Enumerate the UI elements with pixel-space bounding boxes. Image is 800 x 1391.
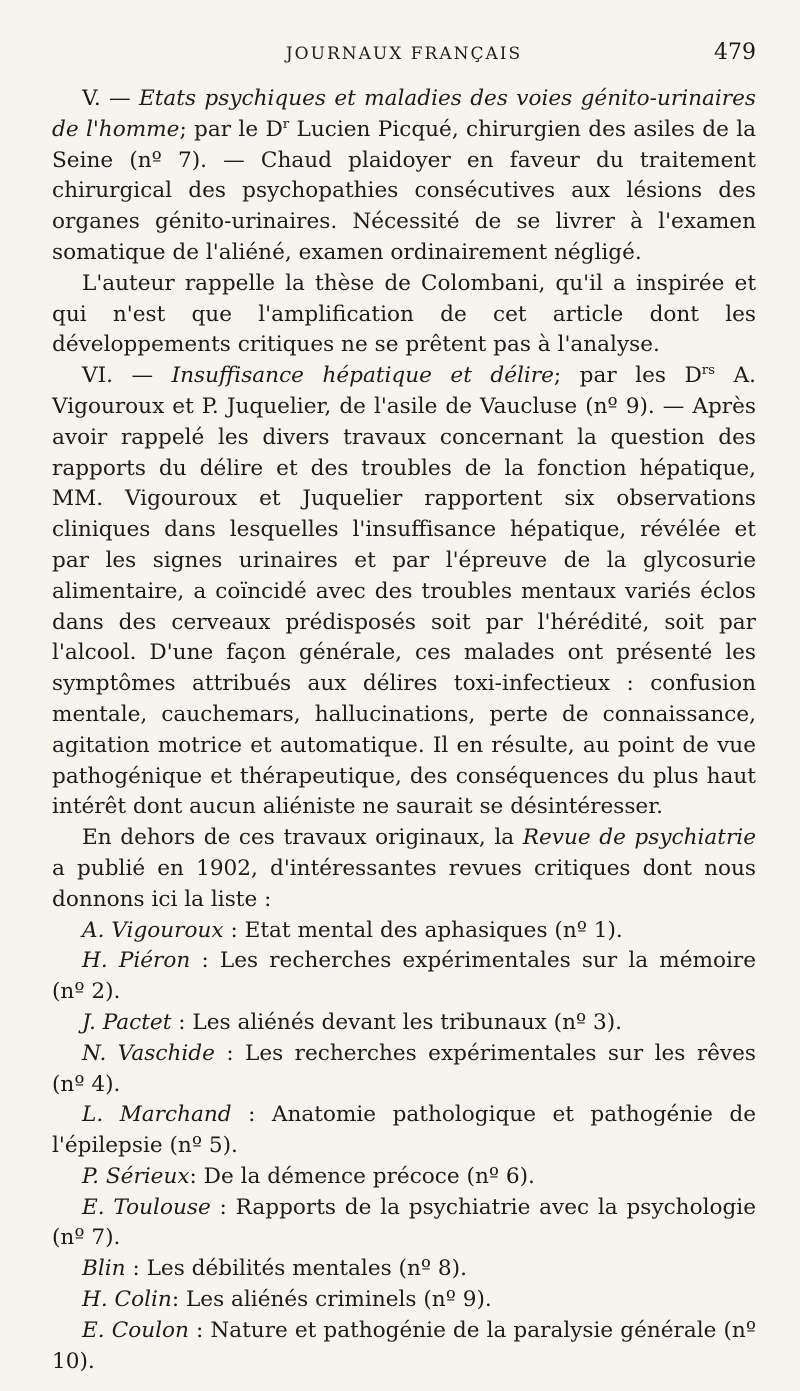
article-title: Etats psychiques et maladies des voies génito-urinaires de l'homme [52, 86, 756, 142]
review-item [52, 1285, 756, 1316]
section-numeral: V. — [82, 86, 139, 111]
review-title: : Les recherches expérimentales sur les rêves (nº 4). [52, 1040, 756, 1097]
article-title: Insuffisance hépatique et délire [171, 363, 554, 389]
review-author: L. Marchand [82, 1102, 232, 1128]
journal-title: Revue de psychiatrie [522, 825, 756, 851]
article-summary: Lucien Picqué, chirurgien des asiles de la Seine (nº 7). — Chaud plaidoyer en faveur du traitement chirurgical des psychopathies consécutives aux lésions des organes génito-urinaires. Nécessité de se livrer à l'examen somatique de l'aliéné, examen ordinairement négligé. [52, 116, 756, 265]
review-title: : Rapports de la psychiatrie avec la psychologie (nº 7). [52, 1194, 756, 1251]
review-author: H. Colin [82, 1287, 172, 1313]
article-byline: ; par le D [179, 116, 283, 142]
section-numeral: VI. — [82, 363, 172, 389]
review-author: N. Vaschide [82, 1040, 215, 1066]
review-item [52, 1316, 756, 1378]
review-author: Blin [82, 1256, 126, 1282]
review-author: J. Pactet [82, 1009, 172, 1035]
commentary-paragraph: L'auteur rappelle la thèse de Colombani, qu'il a inspirée et qui n'est que l'amplification de cet article dont les développements critiques ne se prêtent pas à l'analyse. [52, 270, 756, 358]
review-item [52, 1100, 756, 1162]
review-title: : Anatomie pathologique et pathogénie de l'épilepsie (nº 5). [52, 1102, 756, 1159]
superscript: rs [701, 362, 716, 378]
review-item [52, 946, 756, 1008]
review-author: A. Vigouroux [82, 917, 224, 943]
review-author: P. Sérieux [82, 1163, 190, 1189]
running-title: JOURNAUX FRANÇAIS [285, 44, 523, 64]
review-author: E. Toulouse [82, 1194, 211, 1220]
review-title: : Les aliénés criminels (nº 9). [171, 1287, 492, 1313]
intro-text: a publié en 1902, d'intéressantes revues critiques dont nous donnons ici la liste : [52, 855, 756, 912]
article-body [52, 84, 756, 1377]
page-number: 479 [714, 40, 756, 65]
section-v [52, 84, 756, 269]
superscript: r [282, 116, 290, 132]
review-item [52, 1162, 756, 1193]
section-vi [52, 361, 756, 823]
review-title: : Etat mental des aphasiques (nº 1). [223, 917, 623, 943]
review-item [52, 1008, 756, 1039]
review-item [52, 916, 756, 947]
intro-paragraph [52, 823, 756, 915]
intro-text: En dehors de ces travaux originaux, la [82, 825, 523, 851]
page-header [52, 36, 756, 84]
review-title: : De la démence précoce (nº 6). [189, 1163, 535, 1189]
review-author: E. Coulon [82, 1317, 189, 1343]
review-title: : Les aliénés devant les tribunaux (nº 3). [171, 1009, 623, 1035]
review-item [52, 1039, 756, 1101]
review-title: : Nature et pathogénie de la paralysie générale (nº 10). [52, 1317, 756, 1374]
review-title: : Les recherches expérimentales sur la mémoire (nº 2). [52, 948, 756, 1005]
review-item [52, 1193, 756, 1255]
review-author: H. Piéron [82, 948, 191, 974]
review-title: : Les débilités mentales (nº 8). [125, 1256, 467, 1282]
article-byline: ; par les D [553, 363, 702, 389]
review-item [52, 1254, 756, 1285]
article-summary: A. Vigouroux et P. Juquelier, de l'asile de Vaucluse (nº 9). — Après avoir rappelé les divers travaux concernant la question des rapports du délire et des troubles de la fonction hépatique, MM. Vigouroux et Juquelier rapportent six observations cliniques dans lesquelles l'insuffisance hépatique, révélée et par les signes urinaires et par l'épreuve de la glycosurie alimentaire, a coïncidé avec des troubles mentaux variés éclos dans des cerveaux prédisposés soit par l'hérédité, soit par l'alcool. D'une façon générale, ces malades ont présenté les symptômes attribués aux délires toxi-infectieux : confusion mentale, cauchemars, hallucinations, perte de connaissance, agitation motrice et automatique. Il en résulte, au point de vue pathogénique et thérapeutique, des conséquences du plus haut intérêt dont aucun aliéniste ne saurait se désintéresser. [52, 363, 756, 820]
